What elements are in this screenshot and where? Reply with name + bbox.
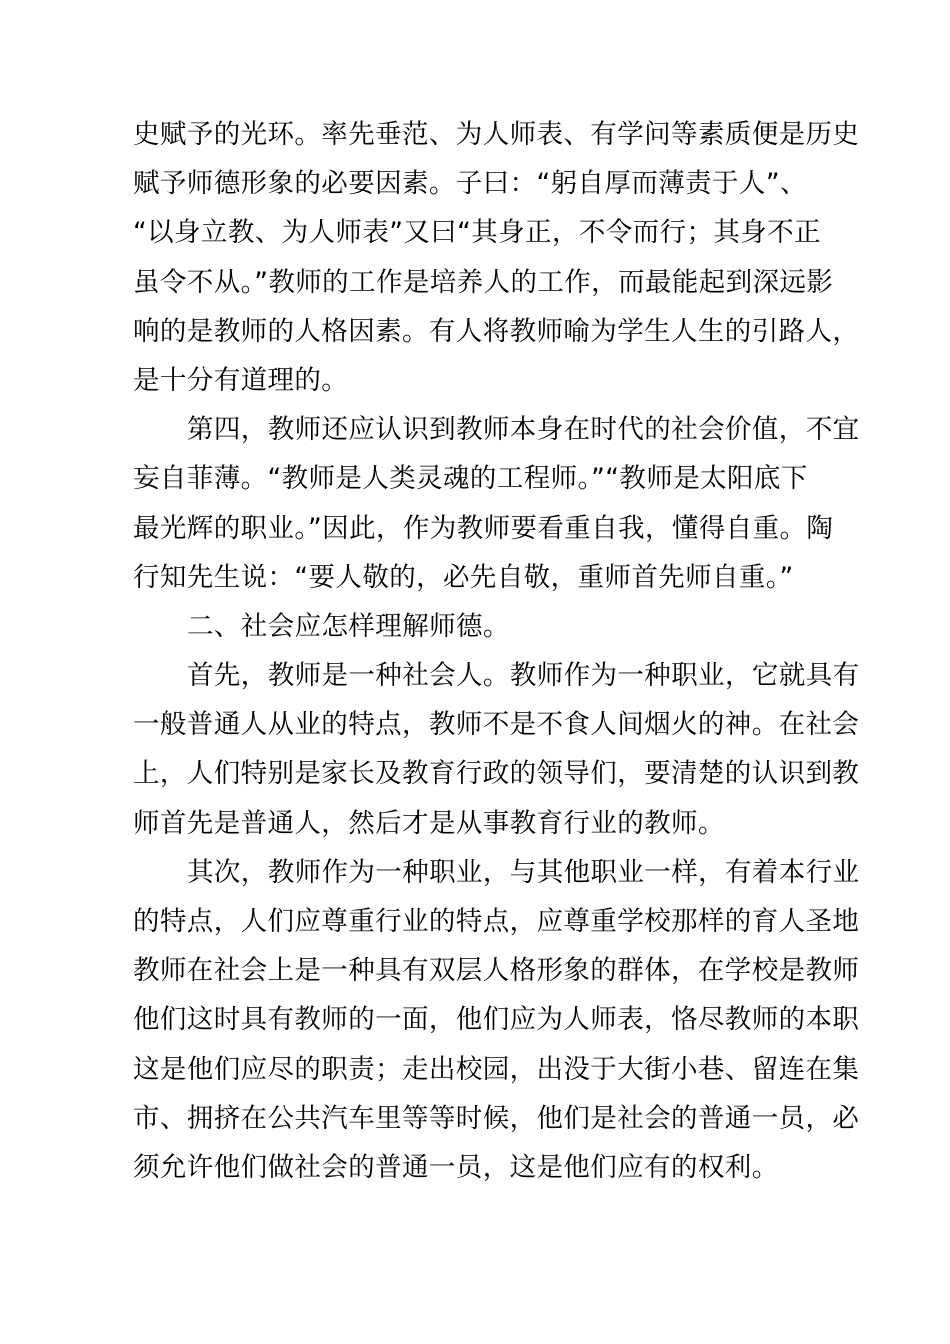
text-line: 史赋予的光环。率先垂范、为人师表、有学问等素质便是历史 <box>133 119 860 150</box>
text-line: 一般普通人从业的特点，教师不是不食人间烟火的神。在社会 <box>133 709 860 741</box>
text-line: 妄自菲薄。“教师是人类灵魂的工程师。”“教师是太阳底下 <box>133 463 808 495</box>
text-line: 他们这时具有教师的一面，他们应为人师表，恪尽教师的本职 <box>133 1004 860 1036</box>
text-line: 须允许他们做社会的普通一员，这是他们应有的权利。 <box>133 1151 779 1183</box>
text-line: “以身立教、为人师表”又曰“其身正，不令而行；其身不正 <box>133 217 821 249</box>
text-line: 的特点，人们应尊重行业的特点，应尊重学校那样的育人圣地 <box>133 906 860 937</box>
text-line: 师首先是普通人，然后才是从事教育行业的教师。 <box>133 807 725 839</box>
text-line: 响的是教师的人格因素。有人将教师喻为学生人生的引路人， <box>133 315 860 347</box>
text-line: 二、社会应怎样理解师德。 <box>187 610 510 642</box>
text-line: 其次，教师作为一种职业，与其他职业一样，有着本行业 <box>187 856 860 888</box>
text-line: 虽令不从。”教师的工作是培养人的工作，而最能起到深远影 <box>133 266 834 298</box>
text-line: 首先，教师是一种社会人。教师作为一种职业，它就具有 <box>187 660 860 692</box>
text-line: 教师在社会上是一种具有双层人格形象的群体，在学校是教师 <box>133 955 860 987</box>
text-line: 是十分有道理的。 <box>133 364 349 396</box>
text-line: 这是他们应尽的职责；走出校园，出没于大街小巷、留连在集 <box>133 1053 860 1085</box>
text-line: 市、拥挤在公共汽车里等等时候，他们是社会的普通一员，必 <box>133 1102 860 1134</box>
text-line: 赋予师德形象的必要因素。子曰：“躬自厚而薄责于人”、 <box>133 168 807 200</box>
text-line: 行知先生说：“要人敬的，必先自敬，重师首先师自重。” <box>133 561 794 593</box>
text-line: 最光辉的职业。”因此，作为教师要看重自我，懂得自重。陶 <box>133 512 834 544</box>
text-line: 第四，教师还应认识到教师本身在时代的社会价值，不宜 <box>187 414 860 446</box>
document-body <box>133 110 860 1192</box>
text-line: 上，人们特别是家长及教育行政的领导们，要清楚的认识到教 <box>133 758 860 790</box>
